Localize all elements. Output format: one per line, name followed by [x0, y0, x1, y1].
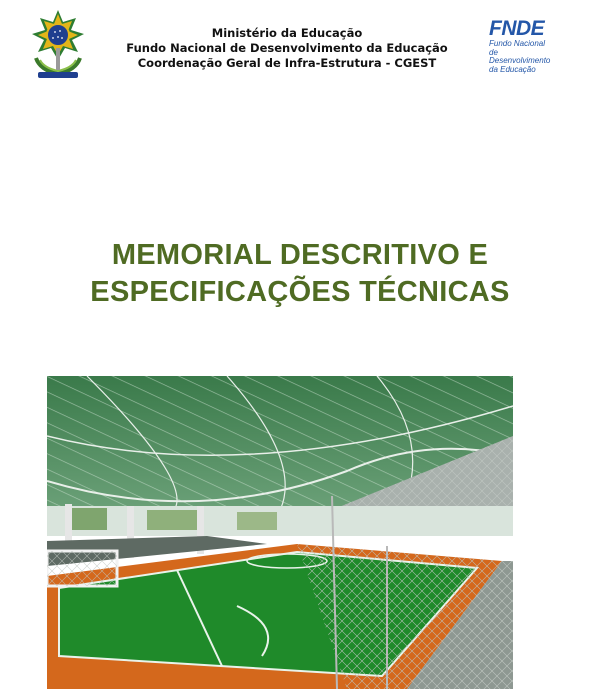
fnde-logo-subtitle-2: de Desenvolvimento: [489, 47, 551, 65]
header-ministry: Ministério da Educação: [211, 26, 363, 40]
header-coordination: Coordenação Geral de Infra-Estrutura - CGEST: [137, 56, 437, 70]
fnde-logo: [489, 18, 559, 74]
brazil-coat-of-arms-icon: [26, 8, 90, 82]
document-title-line-2: ESPECIFICAÇÕES TÉCNICAS: [90, 276, 510, 308]
document-header: [110, 26, 464, 71]
document-title-line-1: MEMORIAL DESCRITIVO E: [111, 239, 489, 271]
covered-sports-court-photo: [47, 376, 513, 689]
fnde-logo-subtitle-1: Fundo Nacional: [489, 39, 546, 48]
fnde-logo-subtitle-3: da Educação: [489, 64, 536, 74]
fnde-logo-name: FNDE: [489, 17, 545, 40]
header-fund: Fundo Nacional de Desenvolvimento da Educação: [126, 41, 448, 55]
document-title: [40, 237, 560, 311]
